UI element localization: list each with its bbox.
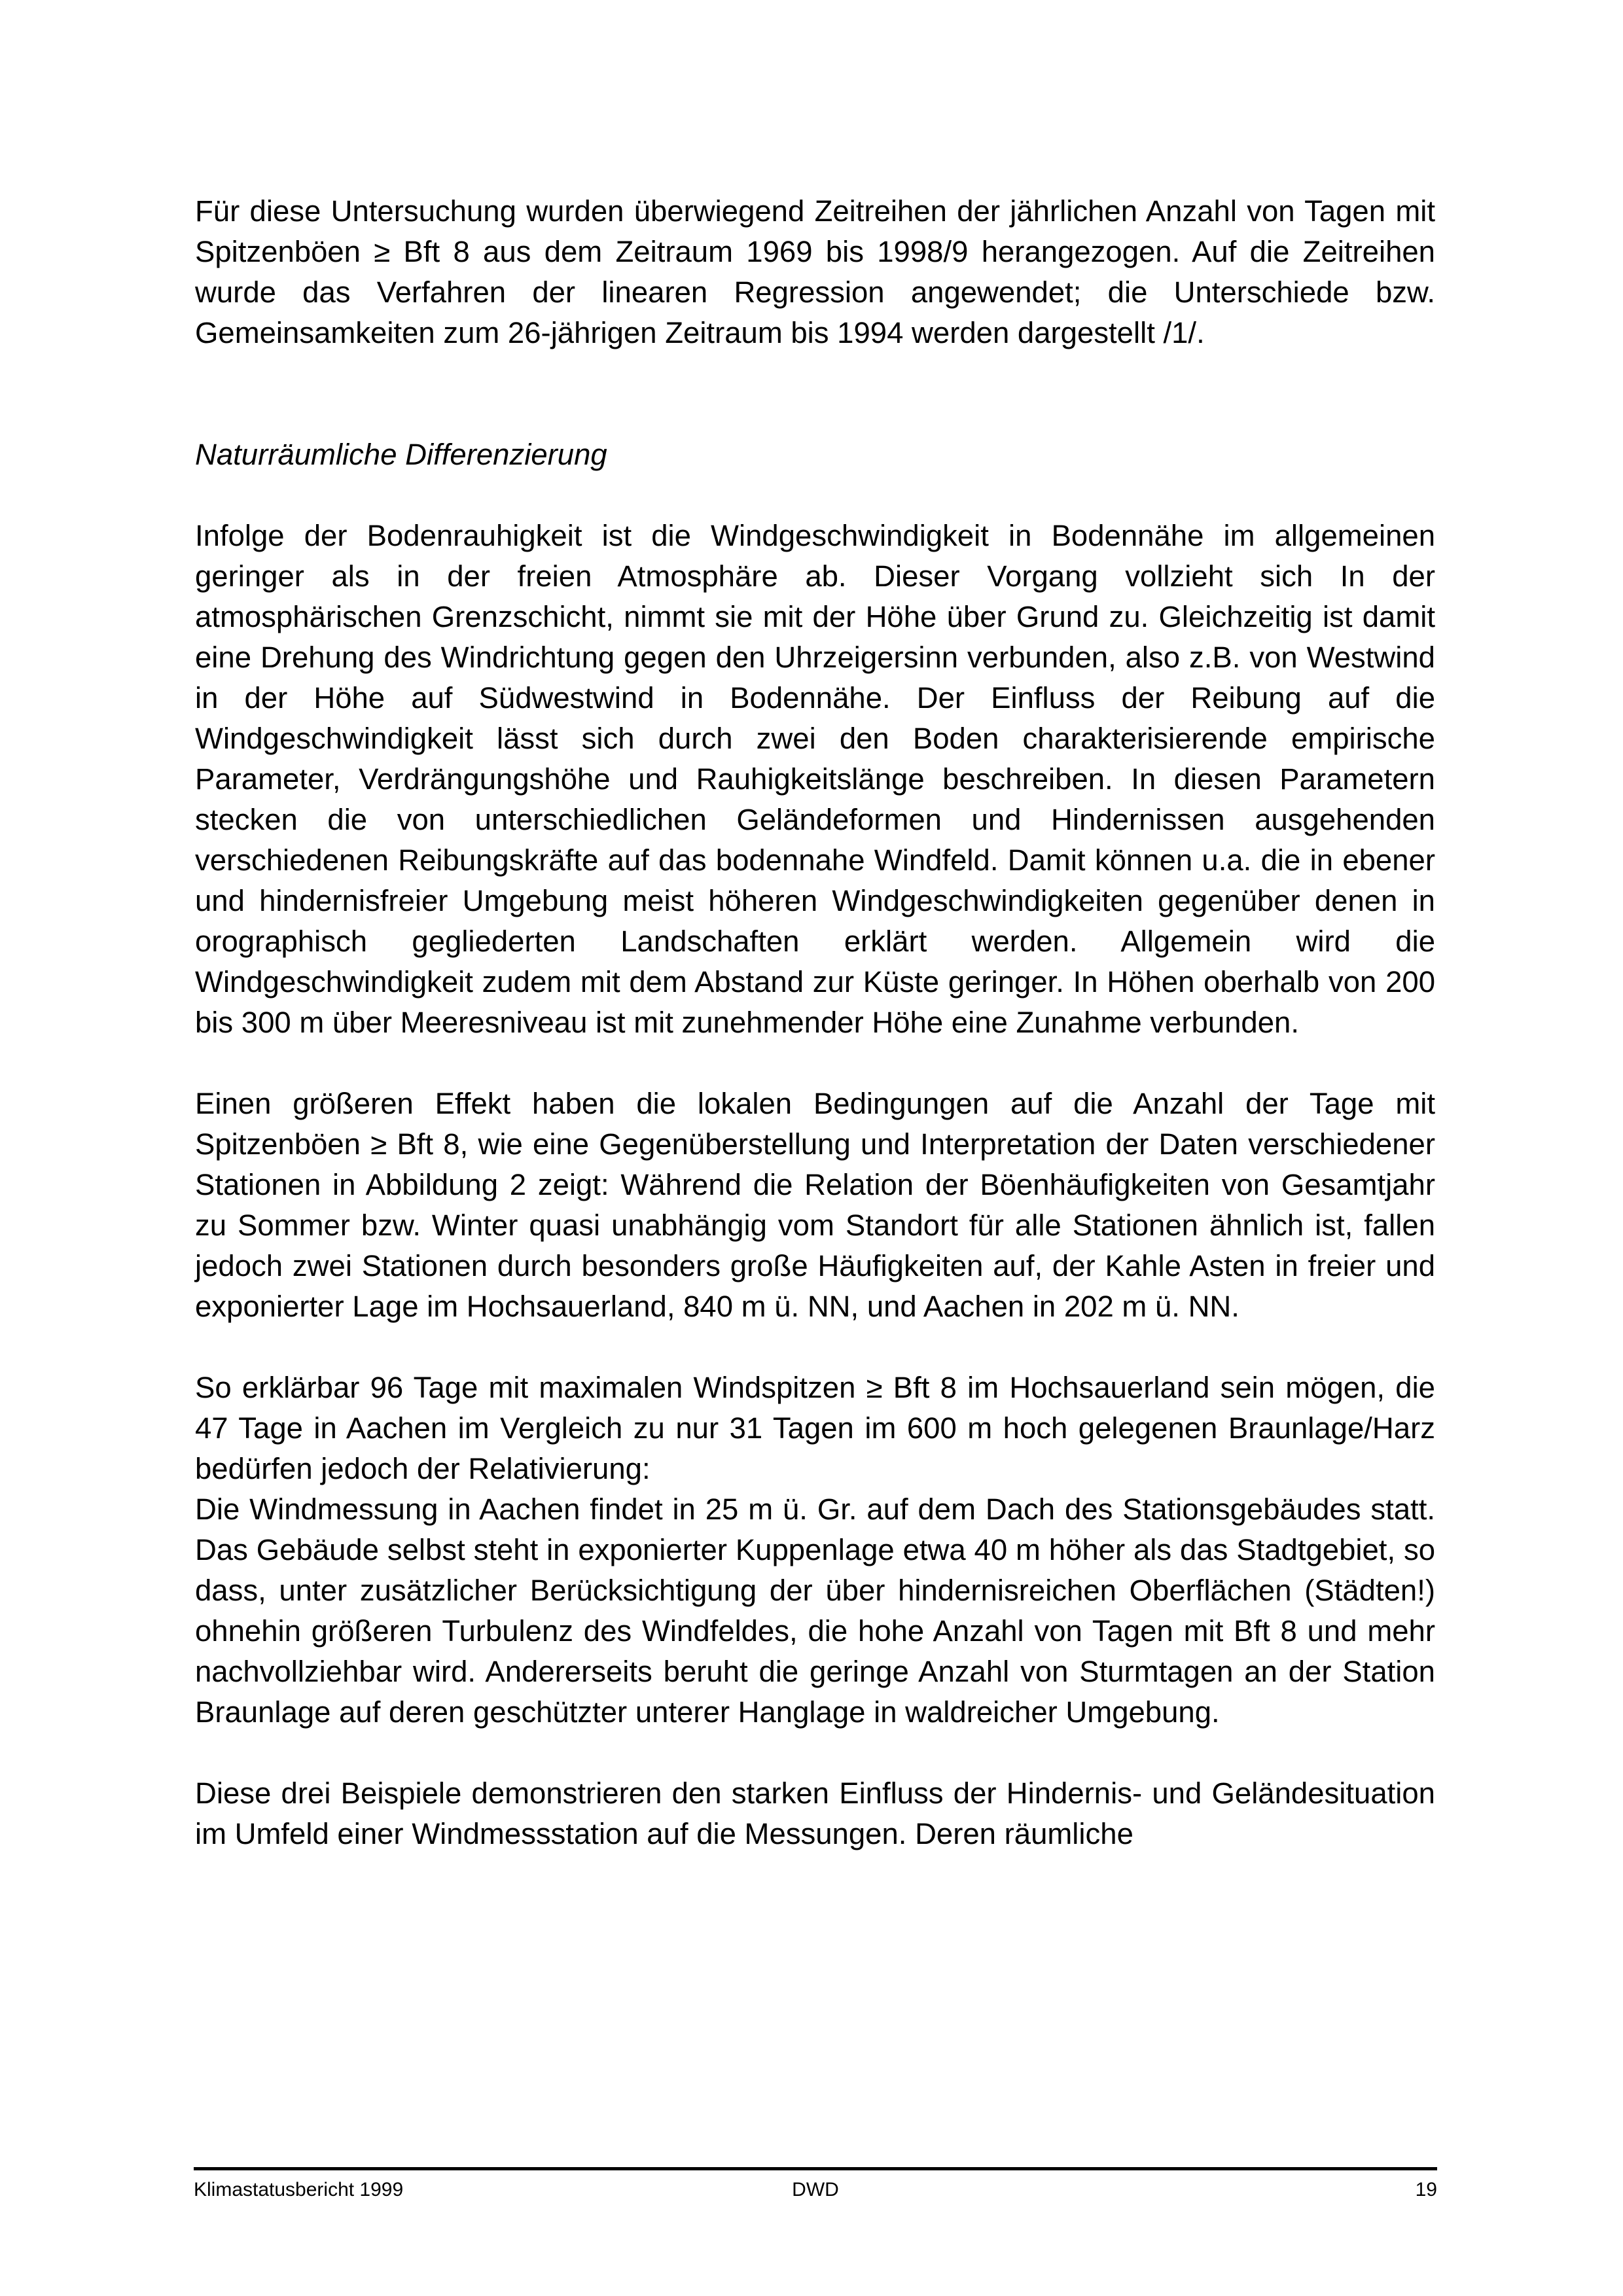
- footer-divider: [194, 2167, 1437, 2170]
- paragraph-roughness: Infolge der Bodenrauhigkeit ist die Windgeschwindigkeit in Bodennähe im allgemeinen geringer als in der freien Atmosphäre ab. Dieser Vorgang vollzieht sich In der atmosphärischen Grenzschicht, nimmt sie mit der Höhe über Grund zu. Gleichzeitig ist damit eine Drehung des Windrichtung gegen den Uhrzeigersinn verbunden, also z.B. von Westwind in der Höhe auf Südwestwind in Bodennähe. Der Einfluss der Reibung auf die Windgeschwindigkeit lässt sich durch zwei den Boden charakterisierende empirische Parameter, Verdrängungshöhe und Rauhigkeitslänge beschreiben. In diesen Parametern stecken die von unterschiedlichen Geländeformen und Hindernissen ausgehenden verschiedenen Reibungskräfte auf das bodennahe Windfeld. Damit können u.a. die in ebener und hindernisfreier Umgebung meist höheren Windgeschwindigkeiten gegenüber denen in orographisch gegliederten Landschaften erklärt werden. Allgemein wird die Windgeschwindigkeit zudem mit dem Abstand zur Küste geringer. In Höhen oberhalb von 200 bis 300 m über Meeresniveau ist mit zunehmender Höhe eine Zunahme verbunden.: [195, 519, 1435, 1039]
- page-footer: [194, 2177, 1437, 2203]
- paragraph-conclusion: Diese drei Beispiele demonstrieren den starken Einfluss der Hindernis- und Geländesituation im Umfeld einer Windmessstation auf die Messungen. Deren räumliche: [195, 1776, 1435, 1850]
- section-heading: Naturräumliche Differenzierung: [195, 438, 607, 471]
- page-body: [195, 191, 1435, 1854]
- footer-page-number: 19: [1415, 2179, 1437, 2200]
- footer-report-title: Klimastatusbericht 1999: [194, 2179, 404, 2200]
- paragraph-intro: Für diese Untersuchung wurden überwiegend Zeitreihen der jährlichen Anzahl von Tagen mit Spitzenböen ≥ Bft 8 aus dem Zeitraum 1969 bis 1998/9 herangezogen. Auf die Zeitreihen wurde das Verfahren der linearen Regression angewendet; die Unterschiede bzw. Gemeinsamkeiten zum 26-jährigen Zeitraum bis 1994 werden dargestellt /1/.: [195, 194, 1435, 349]
- paragraph-local-conditions: Einen größeren Effekt haben die lokalen Bedingungen auf die Anzahl der Tage mit Spitzenböen ≥ Bft 8, wie eine Gegenüberstellung und Interpretation der Daten verschiedener Stationen in Abbildung 2 zeigt: Während die Relation der Böenhäufigkeiten von Gesamtjahr zu Sommer bzw. Winter quasi unabhängig vom Standort für alle Stationen ähnlich ist, fallen jedoch zwei Stationen durch besonders große Häufigkeiten auf, der Kahle Asten in freier und exponierter Lage im Hochsauerland, 840 m ü. NN, und Aachen in 202 m ü. NN.: [195, 1087, 1435, 1323]
- paragraph-aachen: Die Windmessung in Aachen findet in 25 m ü. Gr. auf dem Dach des Stationsgebäudes statt. Das Gebäude selbst steht in exponierter Kuppenlage etwa 40 m höher als das Stadtgebiet, so dass, unter zusätzlicher Berücksichtigung der über hindernisreichen Oberflächen (Städten!) ohnehin größeren Turbulenz des Windfeldes, die hohe Anzahl von Tagen mit Bft 8 und mehr nachvollziehbar wird. Andererseits beruht die geringe Anzahl von Sturmtagen an der Station Braunlage auf deren geschützter unterer Hanglage in waldreicher Umgebung.: [195, 1492, 1435, 1729]
- footer-publisher: DWD: [792, 2179, 839, 2200]
- paragraph-examples: So erklärbar 96 Tage mit maximalen Windspitzen ≥ Bft 8 im Hochsauerland sein mögen, die 47 Tage in Aachen im Vergleich zu nur 31 Tagen im 600 m hoch gelegenen Braunlage/Harz bedürfen jedoch der Relativierung:: [195, 1371, 1435, 1485]
